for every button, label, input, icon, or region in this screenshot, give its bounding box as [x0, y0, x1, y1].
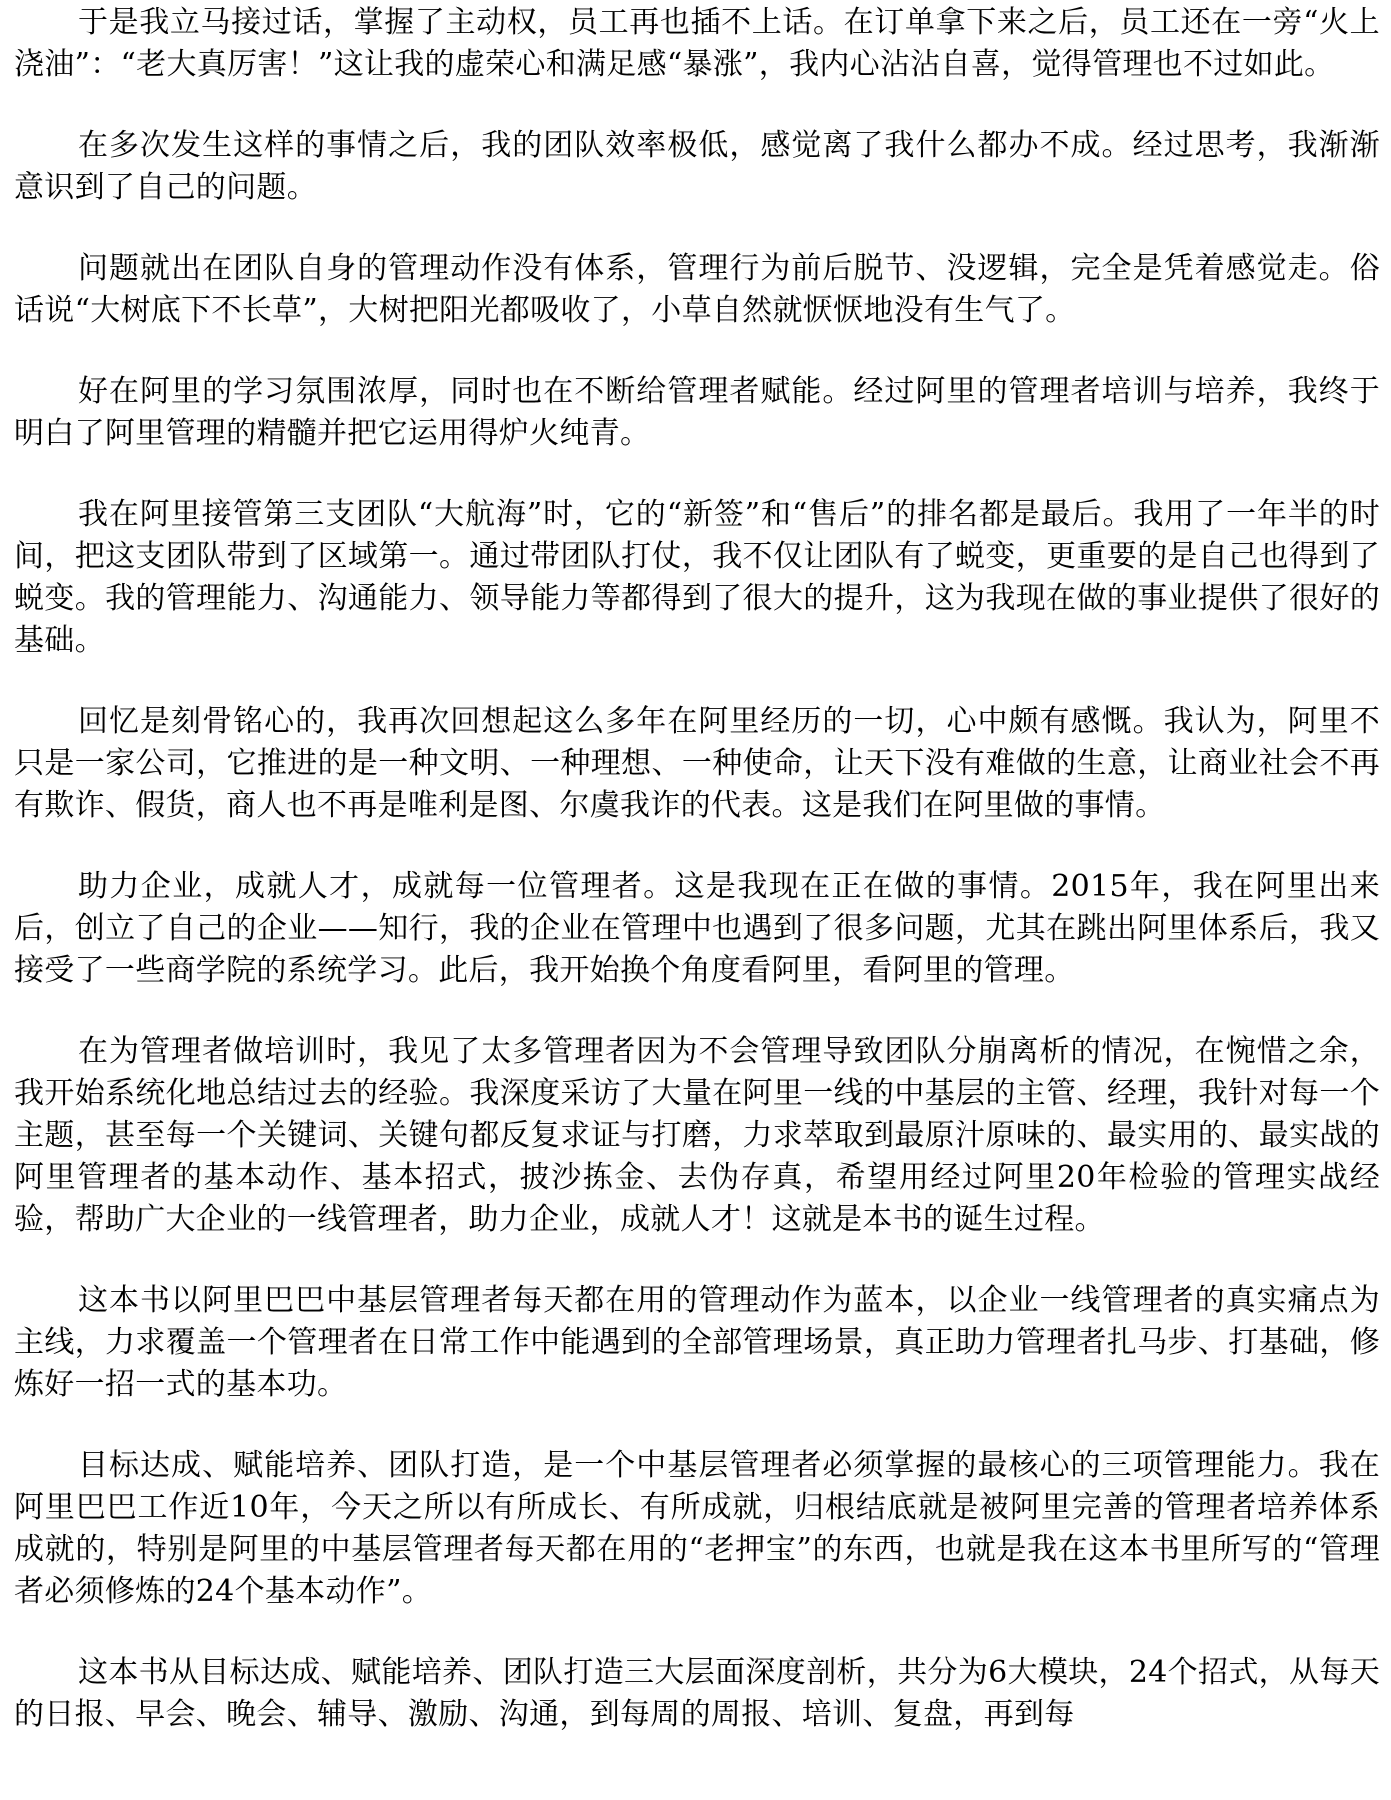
document-page: [14, 0, 1380, 1800]
paragraph-6: 回忆是刻骨铭心的，我再次回想起这么多年在阿里经历的一切，心中颇有感慨。我认为，阿里不只是一家公司，它推进的是一种文明、一种理想、一种使命，让天下没有难做的生意，让商业社会不再有欺诈、假货，商人也不再是唯利是图、尔虞我诈的代表。这是我们在阿里做的事情。: [14, 704, 1380, 823]
paragraph-7: 助力企业，成就人才，成就每一位管理者。这是我现在正在做的事情。2015年，我在阿里出来后，创立了自己的企业——知行，我的企业在管理中也遇到了很多问题，尤其在跳出阿里体系后，我又接受了一些商学院的系统学习。此后，我开始换个角度看阿里，看阿里的管理。: [14, 869, 1380, 988]
paragraph-9: 这本书以阿里巴巴中基层管理者每天都在用的管理动作为蓝本，以企业一线管理者的真实痛点为主线，力求覆盖一个管理者在日常工作中能遇到的全部管理场景，真正助力管理者扎马步、打基础，修炼好一招一式的基本功。: [14, 1283, 1380, 1402]
paragraph-3: 问题就出在团队自身的管理动作没有体系，管理行为前后脱节、没逻辑，完全是凭着感觉走。俗话说“大树底下不长草”，大树把阳光都吸收了，小草自然就恹恹地没有生气了。: [14, 251, 1380, 328]
body-text: [14, 0, 1380, 1736]
paragraph-2: 在多次发生这样的事情之后，我的团队效率极低，感觉离了我什么都办不成。经过思考，我渐渐意识到了自己的问题。: [14, 128, 1380, 205]
paragraph-10: 目标达成、赋能培养、团队打造，是一个中基层管理者必须掌握的最核心的三项管理能力。我在阿里巴巴工作近10年，今天之所以有所成长、有所成就，归根结底就是被阿里完善的管理者培养体系成就的，特别是阿里的中基层管理者每天都在用的“老押宝”的东西，也就是我在这本书里所写的“管理者必须修炼的24个基本动作”。: [14, 1448, 1380, 1609]
paragraph-8: 在为管理者做培训时，我见了太多管理者因为不会管理导致团队分崩离析的情况，在惋惜之余，我开始系统化地总结过去的经验。我深度采访了大量在阿里一线的中基层的主管、经理，我针对每一个主题，甚至每一个关键词、关键句都反复求证与打磨，力求萃取到最原汁原味的、最实用的、最实战的阿里管理者的基本动作、基本招式，披沙拣金、去伪存真，希望用经过阿里20年检验的管理实战经验，帮助广大企业的一线管理者，助力企业，成就人才！这就是本书的诞生过程。: [14, 1034, 1380, 1237]
paragraph-4: 好在阿里的学习氛围浓厚，同时也在不断给管理者赋能。经过阿里的管理者培训与培养，我终于明白了阿里管理的精髓并把它运用得炉火纯青。: [14, 374, 1380, 451]
paragraph-5: 我在阿里接管第三支团队“大航海”时，它的“新签”和“售后”的排名都是最后。我用了一年半的时间，把这支团队带到了区域第一。通过带团队打仗，我不仅让团队有了蜕变，更重要的是自己也得到了蜕变。我的管理能力、沟通能力、领导能力等都得到了很大的提升，这为我现在做的事业提供了很好的基础。: [14, 497, 1380, 658]
paragraph-11: 这本书从目标达成、赋能培养、团队打造三大层面深度剖析，共分为6大模块，24个招式，从每天的日报、早会、晚会、辅导、激励、沟通，到每周的周报、培训、复盘，再到每: [14, 1655, 1380, 1732]
paragraph-1: 于是我立马接过话，掌握了主动权，员工再也插不上话。在订单拿下来之后，员工还在一旁“火上浇油”：“老大真厉害！”这让我的虚荣心和满足感“暴涨”，我内心沾沾自喜，觉得管理也不过如此。: [14, 5, 1380, 82]
